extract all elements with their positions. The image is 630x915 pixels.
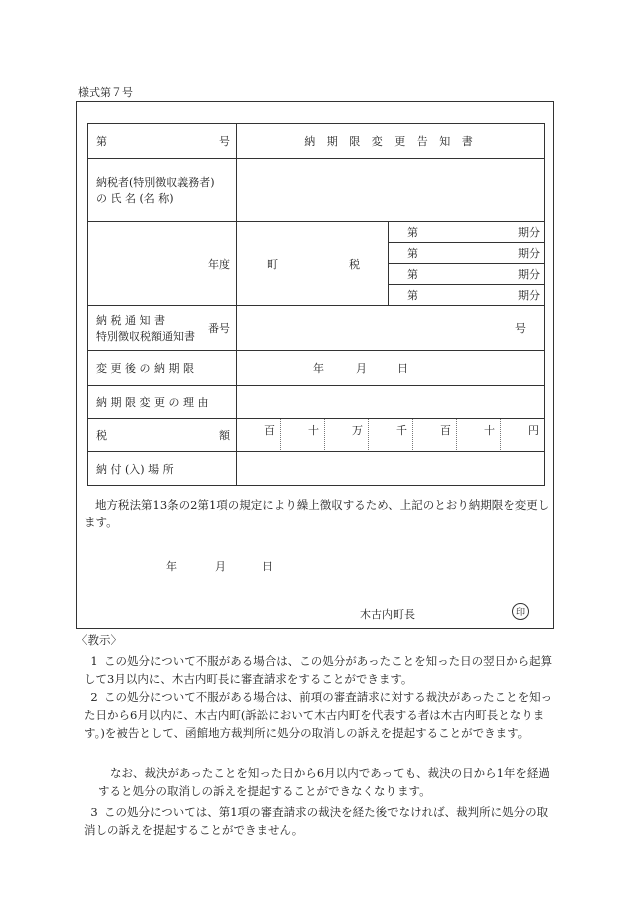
doc-number-cell — [88, 124, 237, 159]
period-kibun: 期分 — [518, 247, 541, 260]
taxpayer-label — [88, 159, 237, 222]
statement-text: 地方税法第13条の2第1項の規定により繰上徴収するため、上記のとおり納期限を変更します。 — [84, 498, 550, 529]
period-kibun: 期分 — [518, 268, 541, 281]
form-title: 納 期 限 変 更 告 知 書 — [237, 124, 545, 159]
notice-label-line1: 納 税 通 知 書 — [96, 314, 165, 327]
payment-place-label: 納 付 (入) 場 所 — [88, 452, 237, 486]
digit-unit: 十 — [281, 419, 325, 450]
digit-unit: 十 — [457, 419, 501, 450]
reason-label: 納 期 限 変 更 の 理 由 — [88, 386, 237, 419]
tax-amount-field[interactable] — [237, 419, 545, 452]
notice-label-line2: 特別徴収税額通知書 — [96, 330, 195, 343]
tax-amount-label-a: 税 — [96, 429, 107, 442]
digit-unit: 万 — [325, 419, 369, 450]
reason-field[interactable] — [237, 386, 545, 419]
period-row[interactable] — [389, 222, 544, 243]
instruction-item — [84, 688, 554, 742]
bangou-label: 番号 — [208, 322, 230, 335]
tax-zei: 税 — [349, 257, 360, 271]
tax-amount-label-b: 額 — [219, 429, 230, 442]
notice-number-label — [88, 306, 237, 351]
period-row[interactable] — [389, 243, 544, 264]
period-kibun: 期分 — [518, 289, 541, 302]
tax-type-cell — [237, 222, 389, 306]
taxpayer-label-line2: の 氏 名 (名 称) — [96, 192, 174, 205]
digit-unit: 千 — [369, 419, 413, 450]
instruction-item — [84, 652, 554, 688]
issue-year: 年 — [166, 560, 177, 573]
period-dai: 第 — [407, 226, 418, 239]
periods-cell — [389, 222, 545, 306]
taxpayer-name-field[interactable] — [237, 159, 545, 222]
tax-town: 町 — [267, 257, 278, 271]
notice-number-field[interactable]: 号 — [237, 306, 545, 351]
period-row[interactable] — [389, 264, 544, 285]
period-dai: 第 — [407, 268, 418, 281]
period-dai: 第 — [407, 247, 418, 260]
instruction-item — [84, 803, 554, 839]
digit-unit: 百 — [237, 419, 281, 450]
instruction-text: この処分について不服がある場合は、前項の審査請求に対する裁決があったことを知った日から6月以内に、木古内町(訴訟において木古内町を代表する者は木古内町長となります。)を被告として、函館地方裁判所に処分の取消しの訴えを提起することができます。 — [84, 690, 553, 740]
changed-due-date-field[interactable] — [237, 351, 545, 386]
period-dai: 第 — [407, 289, 418, 302]
form-number: 様式第７号 — [78, 86, 133, 99]
doc-number-go: 号 — [219, 135, 230, 148]
issue-month: 月 — [215, 560, 226, 573]
date-year: 年 — [313, 362, 324, 375]
date-month: 月 — [356, 362, 367, 375]
instruction-number: 1 — [90, 654, 98, 668]
fiscal-year-label: 年度 — [88, 222, 237, 306]
doc-number-dai: 第 — [96, 135, 107, 148]
tax-amount-label — [88, 419, 237, 452]
instruction-number: 3 — [90, 805, 98, 819]
instruction-text: この処分について不服がある場合は、この処分があったことを知った日の翌日から起算して3月以内に、木古内町長に審査請求をすることができます。 — [84, 654, 553, 686]
instruction-text: この処分については、第1項の審査請求の裁決を経た後でなければ、裁判所に処分の取消しの訴えを提起することができません。 — [84, 805, 549, 837]
seal-icon: 印 — [512, 603, 529, 620]
notice-form-table — [87, 123, 545, 486]
instruction-number: 2 — [90, 690, 98, 704]
payment-place-field[interactable] — [237, 452, 545, 486]
issue-day: 日 — [262, 560, 273, 573]
mayor-title: 木古内町長 — [360, 608, 415, 621]
taxpayer-label-line1: 納税者(特別徴収義務者) — [96, 176, 215, 189]
changed-due-label: 変 更 後 の 納 期 限 — [88, 351, 237, 386]
period-kibun: 期分 — [518, 226, 541, 239]
digit-unit: 円 — [528, 424, 539, 437]
period-row[interactable] — [389, 285, 544, 305]
instruction-item — [84, 764, 554, 800]
date-day: 日 — [397, 362, 408, 375]
digit-unit: 百 — [413, 419, 457, 450]
instruction-text: なお、裁決があったことを知った日から6月以内であっても、裁決の日から1年を経過すると処分の取消しの訴えを提起することができなくなります。 — [98, 766, 550, 798]
instructions-heading: 〈教示〉 — [76, 633, 122, 647]
